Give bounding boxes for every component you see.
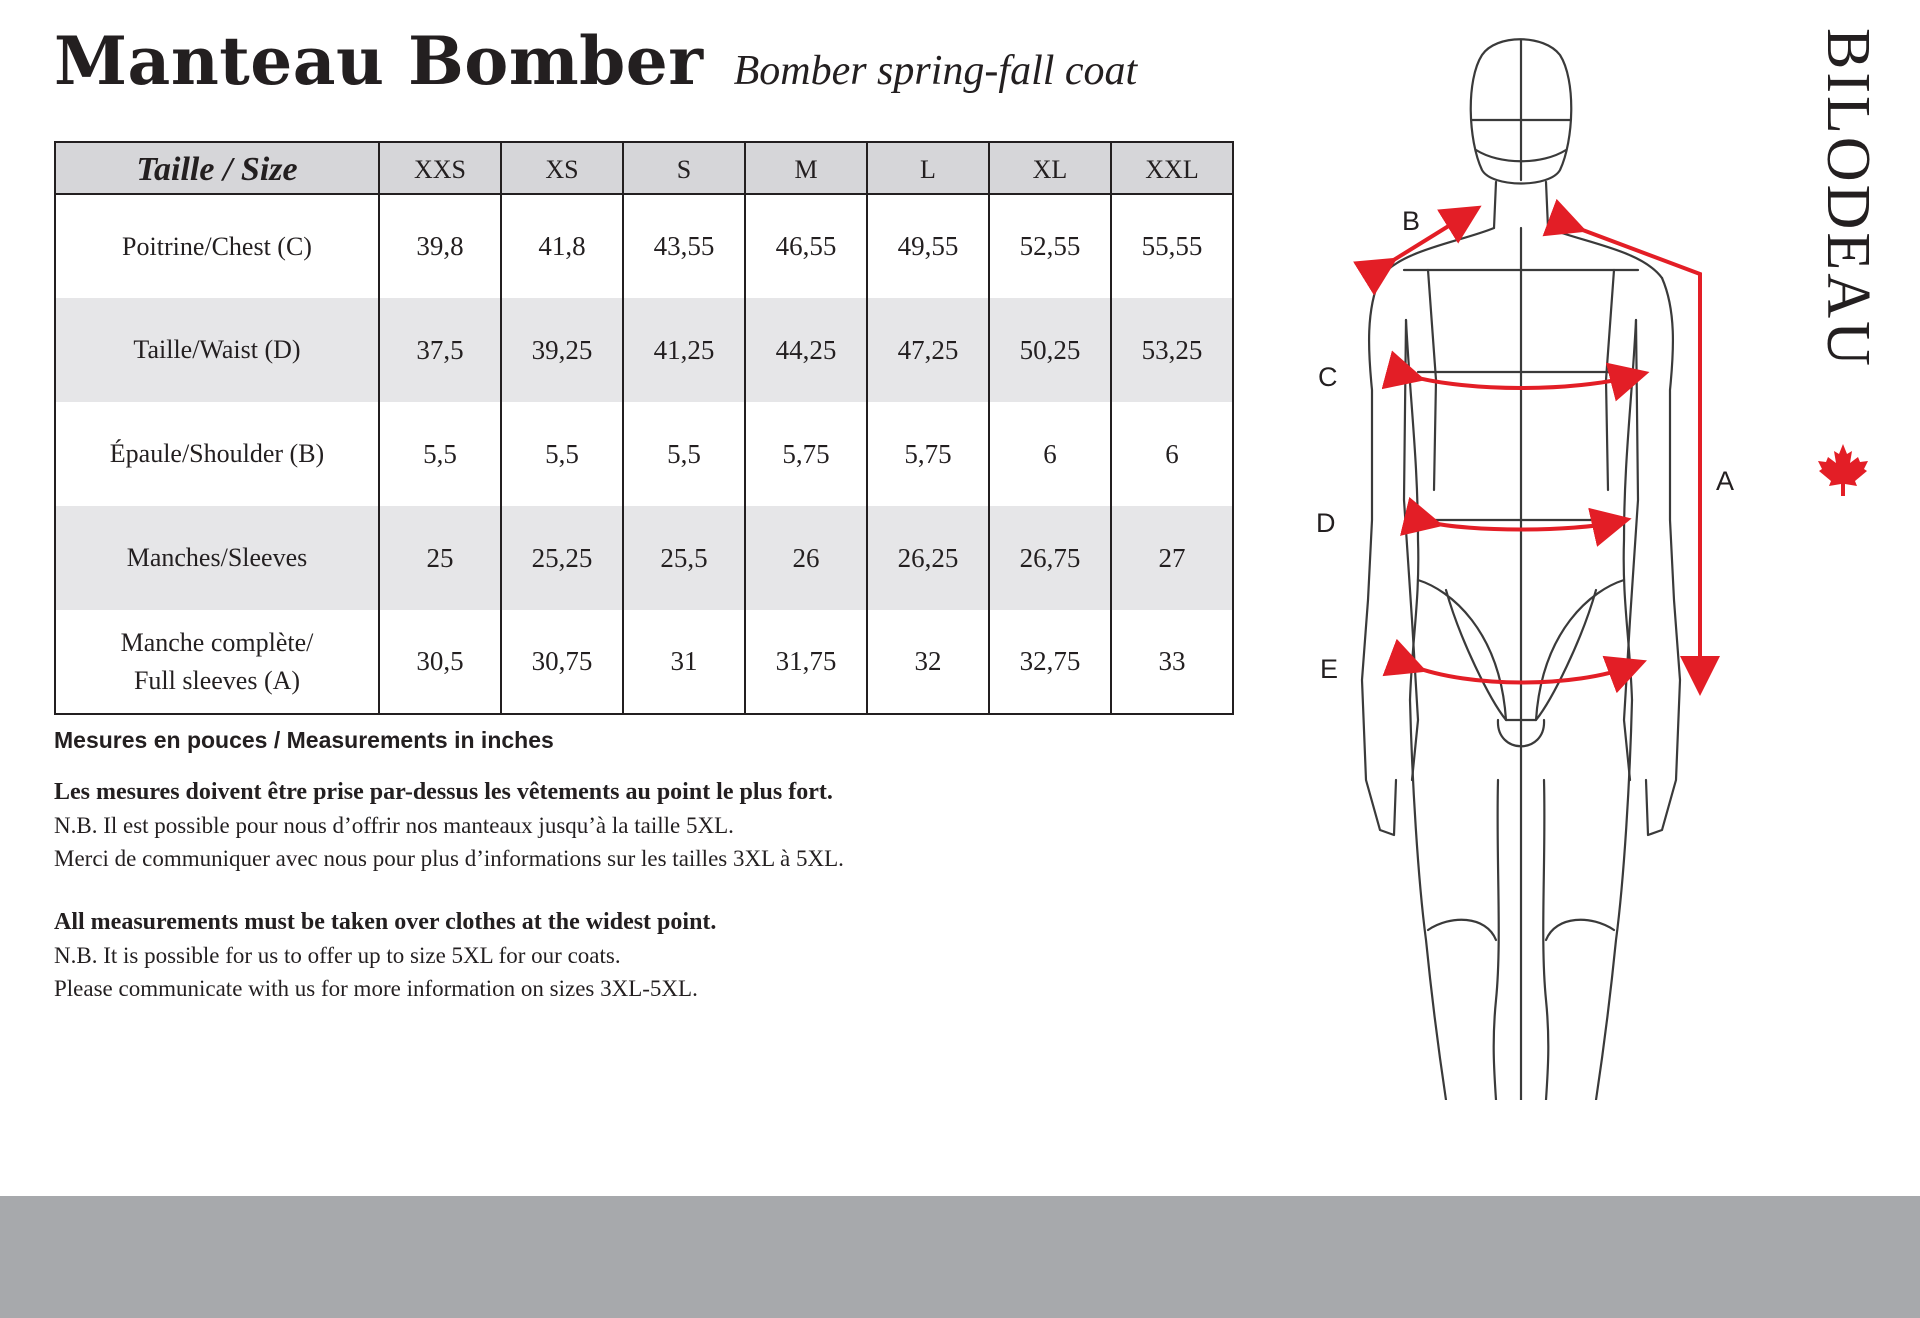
table-row bbox=[55, 194, 1233, 298]
note-fr-bold: Les mesures doivent être prise par-dessus les vêtements au point le plus fort. bbox=[54, 779, 833, 805]
page-title bbox=[54, 22, 1137, 100]
row-label bbox=[55, 506, 379, 610]
table-cell: 25,5 bbox=[623, 506, 745, 610]
footer-band bbox=[0, 1196, 1920, 1318]
table-cell: 52,55 bbox=[989, 194, 1111, 298]
table-row bbox=[55, 402, 1233, 506]
table-cell: 5,5 bbox=[379, 402, 501, 506]
row-label-line: Manche complète/ bbox=[120, 627, 314, 657]
note-en-line: N.B. It is possible for us to offer up to size 5XL for our coats. bbox=[54, 943, 621, 968]
table-cell: 5,75 bbox=[745, 402, 867, 506]
table-cell: 5,5 bbox=[623, 402, 745, 506]
table-header-row bbox=[55, 142, 1233, 194]
size-header-cell: XXL bbox=[1111, 142, 1233, 194]
table-cell: 32 bbox=[867, 610, 989, 714]
notes-french bbox=[54, 776, 844, 875]
table-row bbox=[55, 298, 1233, 402]
units-note: Mesures en pouces / Measurements in inches bbox=[54, 727, 554, 753]
row-label bbox=[55, 194, 379, 298]
note-en-bold: All measurements must be taken over clothes at the widest point. bbox=[54, 909, 717, 935]
table-row bbox=[55, 506, 1233, 610]
table-cell: 26,75 bbox=[989, 506, 1111, 610]
title-subtitle: Bomber spring-fall coat bbox=[733, 48, 1138, 94]
maple-leaf-icon bbox=[1818, 444, 1868, 501]
table-row bbox=[55, 610, 1233, 714]
size-header-cell: M bbox=[745, 142, 867, 194]
table-cell: 41,8 bbox=[501, 194, 623, 298]
row-label bbox=[55, 402, 379, 506]
table-cell: 43,55 bbox=[623, 194, 745, 298]
row-label-line: Poitrine/Chest (C) bbox=[122, 231, 312, 261]
size-column-header: Taille / Size bbox=[55, 142, 379, 194]
size-header-cell: S bbox=[623, 142, 745, 194]
figure-letter-a: A bbox=[1716, 466, 1735, 496]
table-cell: 32,75 bbox=[989, 610, 1111, 714]
row-label-line: Manches/Sleeves bbox=[126, 543, 308, 572]
table-cell: 31 bbox=[623, 610, 745, 714]
table-cell: 6 bbox=[1111, 402, 1233, 506]
body-measurement-figure bbox=[1300, 20, 1760, 1105]
table-cell: 26 bbox=[745, 506, 867, 610]
figure-letter-c: C bbox=[1318, 362, 1338, 392]
table-cell: 31,75 bbox=[745, 610, 867, 714]
table-cell: 5,75 bbox=[867, 402, 989, 506]
mannequin-outline bbox=[1362, 39, 1680, 1100]
table-cell: 27 bbox=[1111, 506, 1233, 610]
table-cell: 26,25 bbox=[867, 506, 989, 610]
table-cell: 30,75 bbox=[501, 610, 623, 714]
size-chart-table bbox=[54, 141, 1234, 715]
row-label bbox=[55, 298, 379, 402]
row-label bbox=[55, 610, 379, 714]
table-cell: 41,25 bbox=[623, 298, 745, 402]
table-cell: 39,8 bbox=[379, 194, 501, 298]
brand-logo-text: BILODEAU bbox=[1814, 28, 1882, 369]
figure-letter-e: E bbox=[1320, 654, 1339, 684]
table-cell: 25 bbox=[379, 506, 501, 610]
table-cell: 33 bbox=[1111, 610, 1233, 714]
note-fr-line: Merci de communiquer avec nous pour plus d’informations sur les tailles 3XL à 5XL. bbox=[54, 846, 844, 871]
figure-letter-d: D bbox=[1316, 508, 1336, 538]
size-header-cell: XXS bbox=[379, 142, 501, 194]
sleeve-arrow bbox=[1572, 226, 1700, 680]
size-header-cell: L bbox=[867, 142, 989, 194]
figure-letter-b: B bbox=[1402, 206, 1421, 236]
table-cell: 44,25 bbox=[745, 298, 867, 402]
table-cell: 53,25 bbox=[1111, 298, 1233, 402]
size-header-cell: XS bbox=[501, 142, 623, 194]
table-cell: 37,5 bbox=[379, 298, 501, 402]
row-label-line: Épaule/Shoulder (B) bbox=[109, 439, 325, 468]
measurement-arrows bbox=[1384, 214, 1700, 683]
table-cell: 25,25 bbox=[501, 506, 623, 610]
table-cell: 47,25 bbox=[867, 298, 989, 402]
table-cell: 30,5 bbox=[379, 610, 501, 714]
title-main: Manteau Bomber bbox=[54, 22, 704, 100]
table-cell: 50,25 bbox=[989, 298, 1111, 402]
size-header-cell: XL bbox=[989, 142, 1111, 194]
note-en-line: Please communicate with us for more information on sizes 3XL-5XL. bbox=[54, 976, 698, 1001]
mannequin-drawing bbox=[1300, 20, 1760, 1100]
row-label-line: Taille/Waist (D) bbox=[133, 335, 301, 364]
notes-english bbox=[54, 906, 716, 1005]
table-cell: 55,55 bbox=[1111, 194, 1233, 298]
table-cell: 46,55 bbox=[745, 194, 867, 298]
row-label-line: Full sleeves (A) bbox=[133, 665, 301, 695]
table-cell: 6 bbox=[989, 402, 1111, 506]
table-cell: 39,25 bbox=[501, 298, 623, 402]
note-fr-line: N.B. Il est possible pour nous d’offrir nos manteaux jusqu’à la taille 5XL. bbox=[54, 813, 734, 838]
table-cell: 49,55 bbox=[867, 194, 989, 298]
table-cell: 5,5 bbox=[501, 402, 623, 506]
